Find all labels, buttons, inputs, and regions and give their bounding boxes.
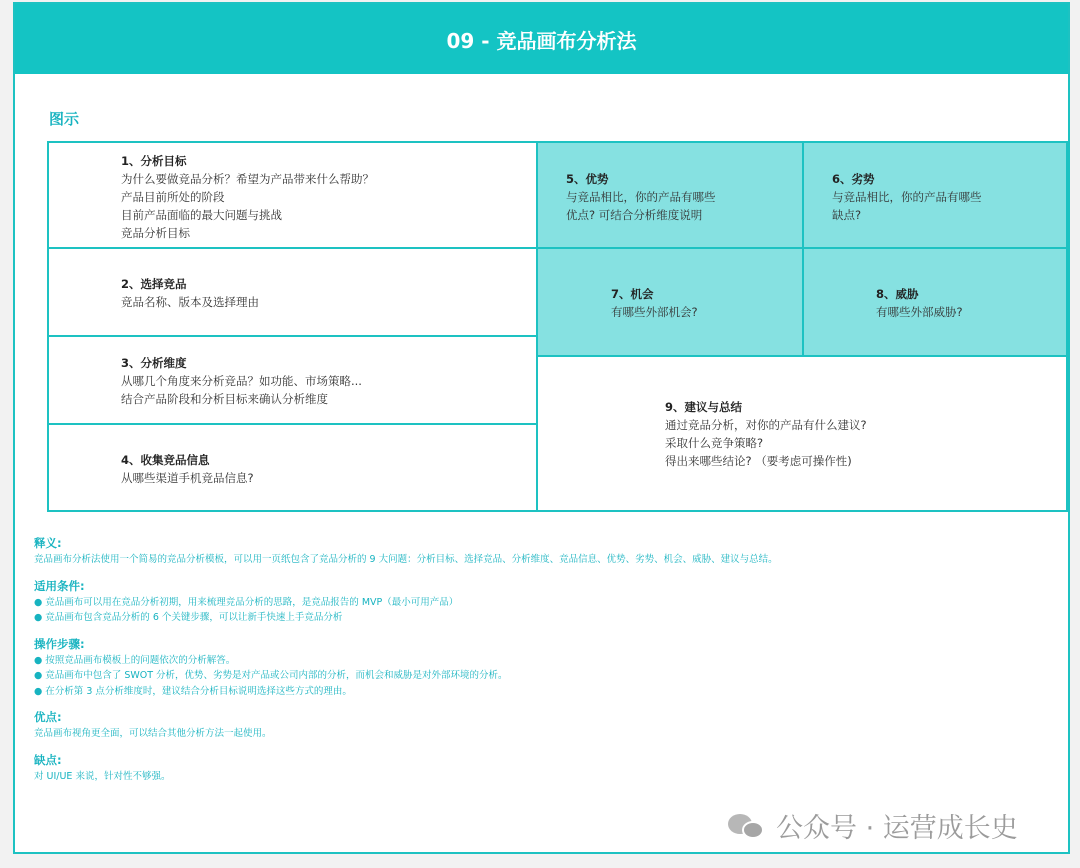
cell-analysis-dimension: [47, 335, 538, 425]
note-heading: 操作步骤:: [34, 636, 85, 651]
note-line: ● 按照竞品画布模板上的问题依次的分析解答。: [34, 654, 236, 666]
watermark: [728, 806, 1018, 845]
cell-line: 从哪些渠道手机竞品信息?: [121, 471, 254, 485]
cell-title: 9、建议与总结: [665, 400, 743, 414]
cell-line: 为什么要做竞品分析？希望为产品带来什么帮助？: [121, 172, 374, 186]
cell-line: 竞品名称、版本及选择理由: [121, 295, 259, 309]
header-bar: [15, 4, 1068, 74]
cell-line: 有哪些外部机会?: [611, 305, 698, 319]
section-label: 图示: [49, 110, 80, 128]
note-line: 竞品画布分析法使用一个简易的竞品分析模板，可以用一页纸包含了竞品分析的 9 大问题：分析目标、选择竞品、分析维度、竞品信息、优势、劣势、机会、威胁、建议与总结。: [34, 554, 778, 565]
note-heading: 缺点:: [34, 752, 62, 767]
wechat-icon: [728, 812, 766, 840]
cell-opportunities: [536, 247, 804, 357]
cell-title: 6、劣势: [832, 172, 875, 186]
note-cons: [34, 752, 1034, 785]
cell-line: 优点? 可结合分析维度说明: [566, 208, 703, 222]
cell-select-competitor: [47, 247, 538, 337]
cell-analysis-goal: [47, 141, 538, 249]
cell-suggestions-summary: [536, 355, 1068, 512]
cell-title: 4、收集竞品信息: [121, 453, 210, 467]
cell-title: 2、选择竞品: [121, 277, 187, 291]
cell-line: 与竞品相比，你的产品有哪些: [566, 190, 716, 204]
cell-title: 7、机会: [611, 287, 654, 301]
cell-line: 缺点?: [832, 208, 862, 222]
note-line: ● 在分析第 3 点分析维度时，建议结合分析目标说明选择这些方式的理由。: [34, 685, 352, 697]
cell-line: 目前产品面临的最大问题与挑战: [121, 208, 282, 222]
cell-line: 与竞品相比，你的产品有哪些: [832, 190, 982, 204]
cell-strengths: [536, 141, 804, 249]
note-line: 对 UI/UE 来说，针对性不够强。: [34, 770, 171, 782]
note-line: ● 竞品画布中包含了 SWOT 分析，优势、劣势是对产品或公司内部的分析，而机会和威胁是对外部环境的分析。: [34, 670, 508, 681]
note-conditions: [34, 578, 1034, 626]
cell-title: 8、威胁: [876, 287, 919, 301]
page-title: 09 - 竞品画布分析法: [446, 28, 637, 53]
cell-line: 产品目前所处的阶段: [121, 190, 225, 204]
cell-line: 有哪些外部威胁?: [876, 305, 963, 319]
cell-weaknesses: [802, 141, 1068, 249]
note-line: ● 竞品画布可以用在竞品分析初期，用来梳理竞品分析的思路，是竞品报告的 MVP（最小可用产品）: [34, 596, 459, 608]
note-heading: 优点:: [34, 710, 62, 724]
cell-collect-info: [47, 423, 538, 512]
cell-title: 1、分析目标: [121, 154, 187, 168]
note-pros: [34, 709, 1034, 742]
note-heading: 适用条件:: [34, 578, 85, 593]
note-steps: [34, 636, 1034, 700]
note-definition: [34, 535, 1034, 568]
cell-title: 3、分析维度: [121, 356, 187, 370]
watermark-text: 公众号 · 运营成长史: [776, 813, 1018, 844]
cell-line: 竞品分析目标: [121, 226, 190, 240]
note-line: 竞品画布视角更全面，可以结合其他分析方法一起使用。: [34, 728, 272, 739]
cell-line: 通过竞品分析，对你的产品有什么建议?: [665, 418, 867, 432]
note-line: ● 竞品画布包含竞品分析的 6 个关键步骤，可以让新手快速上手竞品分析: [34, 612, 343, 623]
note-heading: 释义:: [34, 536, 62, 550]
notes-section: [34, 535, 1034, 794]
cell-line: 采取什么竞争策略?: [665, 436, 764, 450]
cell-line: 从哪几个角度来分析竞品？如功能、市场策略...: [121, 374, 362, 388]
cell-threats: [802, 247, 1068, 357]
cell-line: 结合产品阶段和分析目标来确认分析维度: [121, 392, 328, 406]
cell-line: 得出来哪些结论? （要考虑可操作性): [665, 454, 852, 468]
cell-title: 5、优势: [566, 172, 609, 186]
